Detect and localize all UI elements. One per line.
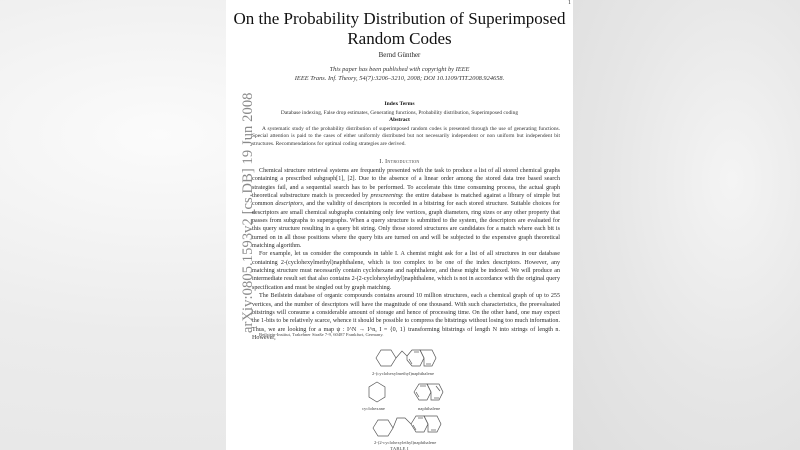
title-line-2: Random Codes [347, 29, 452, 48]
molecule-cyclohexylmethyl-naphthalene-icon [374, 346, 444, 370]
copyright-notice [226, 66, 573, 83]
abstract-text: A systematic study of the probability distribution of superimposed random codes is presented through the use of generating functions. Special attention is paid to the cases of either uniformly distributed but not necessarily independent or non uniform but independent bit structures. Recommendations for optimal coding strategies are derived. [252, 126, 560, 147]
section-heading [226, 159, 573, 165]
section-title: Introduction [385, 159, 420, 165]
molecule-cyclohexane-icon [366, 380, 388, 404]
section-number: I. [379, 159, 384, 165]
author: Bernd Günther [378, 51, 421, 59]
viewer-background-right [573, 0, 800, 450]
paragraph-2: For example, let us consider the compounds in table I. A chemist might ask for a list of all structures in our database containing 2-(cyclohexylmethyl)naphthalene, which is too complex to be one of the index descriptors. However, any matching structure must necessarily contain cyclohexane and naphthalene, and these might be indexed. We will produce an intermediate result set that also contains 2-(2-cyclohexylethyl)naphthalene, which is not in accordance with the original query specification and must be singled out by graph matching. [252, 251, 560, 291]
term-descriptors: descriptors [275, 201, 303, 208]
paragraph-1 [252, 167, 560, 250]
abstract-heading: Abstract [389, 117, 410, 123]
copyright-line-1: This paper has been published with copyright by IEEE [329, 66, 470, 73]
molecule-label-2: cyclohexane [362, 406, 385, 411]
table-caption: TABLE I [390, 446, 409, 450]
index-terms: Database indexing, False drop estimates, Generating functions, Probability distribution, Superimposed coding [280, 110, 519, 116]
paper-title [226, 9, 573, 49]
table-1-figure [226, 346, 573, 450]
copyright-line-2: IEEE Trans. Inf. Theory, 54(7):3206–3210, 2008; DOI 10.1109/TIT.2008.924658. [294, 74, 505, 82]
molecule-label-4: 2-(2-cyclohexylethyl)naphthalene [374, 440, 437, 445]
body-text [252, 167, 560, 342]
molecule-label-3: naphthalene [418, 406, 441, 411]
paragraph-3: The Beilstein database of organic compounds contains around 10 million structures, each a chemical graph of up to 255 vertices, and the number of descriptors will have the magnitude of one thousand. With such characteristics, the preevaluated bitstrings will consume a considerable amount of storage and hence of processing time. On the other hand, one may expect the 1-bits to be relatively scarce, whence it should be possible to compress the bitstrings without losing too much information. Thus, we are looking for a map ψ : I^N → I^n, I = {0, 1} transforming bitstrings of length N into strings of length n. However, [252, 293, 560, 341]
molecule-naphthalene-icon [412, 381, 448, 403]
footnote-affiliation: Beilstein-Institut, Trakehner Straße 7-9, 60487 Frankfurt, Germany. [259, 332, 384, 337]
paper-page [226, 0, 573, 450]
molecule-label-1: 2-(cyclohexylmethyl)naphthalene [372, 371, 434, 376]
title-line-1: On the Probability Distribution of Superimposed [233, 9, 566, 28]
term-prescreening: prescreening [370, 193, 402, 200]
molecule-cyclohexylethyl-naphthalene-icon [371, 410, 451, 440]
paragraph-1-part-b: : the entire database is matched against a library of simple but common [252, 193, 560, 208]
arxiv-stamp: arXiv:0805.1593v2 [cs.DB] 19 Jun 2008 [240, 92, 256, 333]
page-number: 1 [568, 0, 571, 6]
paragraph-1-part-c: , and the validity of descriptors is recorded in a bitstring for each stored structure. Suitable choices for descriptors are small chemical subgraphs containing only few vertices, graph diameters, ring sizes or any other property that passes from subgraphs to supergraphs. When a query structure is submitted to the system, the descriptors are evaluated for this query structure resulting in a query bit string. Only those stored structures are candidates for a match where each bit is turned on in all those positions where the query bits are turned on and will be subjected to the expensive graph theoretical matching algorithm. [252, 201, 560, 250]
paragraph-1-part-a: Chemical structure retrieval systems are frequently presented with the task to produce a list of all stored chemical graphs containing a prescribed subgraph[1], [2]. Due to the absence of a linear order among the stored data tree based search strategies fail, and a sequential search has to be performed. To accelerate this time consuming process, the actual graph theoretical substructure match is preceeded by [252, 168, 560, 200]
index-terms-heading: Index Terms [384, 101, 415, 107]
